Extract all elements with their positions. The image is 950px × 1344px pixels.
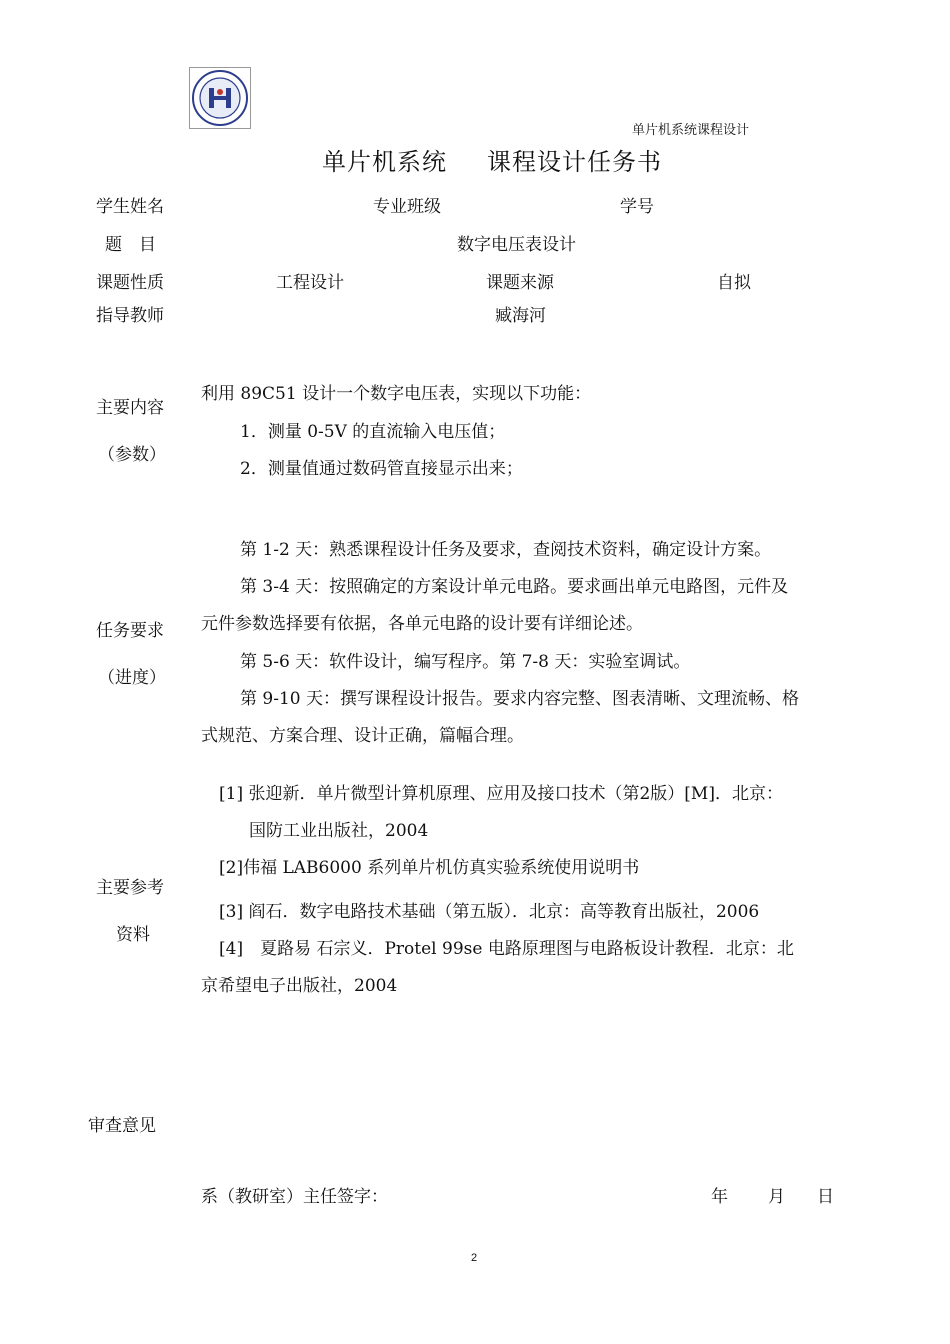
class-label: 专业班级 <box>373 197 441 217</box>
reference-line: [1] 张迎新．单片微型计算机原理、应用及接口技术（第2版）[M]．北京： <box>219 784 783 804</box>
title-part2: 课程设计任务书 <box>487 148 662 176</box>
references-label-2: 资料 <box>116 925 150 945</box>
task-line: 第 1-2 天：熟悉课程设计任务及要求，查阅技术资料，确定设计方案。 <box>240 540 772 560</box>
date-year: 年 <box>711 1187 728 1207</box>
source-label: 课题来源 <box>486 273 554 293</box>
main-content-label-2: （参数） <box>98 445 166 465</box>
tasks-label-2: （进度） <box>98 668 166 688</box>
topic-label: 题 目 <box>105 235 156 255</box>
nature-label: 课题性质 <box>96 273 164 293</box>
reference-line: [3] 阎石．数字电路技术基础（第五版）．北京：高等教育出版社，2006 <box>219 902 760 922</box>
topic-value: 数字电压表设计 <box>457 235 576 255</box>
task-line: 式规范、方案合理、设计正确，篇幅合理。 <box>201 726 524 746</box>
page-title <box>322 142 662 177</box>
main-content-item: 2．测量值通过数码管直接显示出来； <box>240 459 523 479</box>
university-logo <box>189 67 251 129</box>
nature-value: 工程设计 <box>276 273 344 293</box>
reference-line: [4] 夏路易 石宗义．Protel 99se 电路原理图与电路板设计教程．北京：北 <box>219 939 794 959</box>
main-content-intro: 利用 89C51 设计一个数字电压表，实现以下功能： <box>201 384 592 404</box>
signature-label: 系（教研室）主任签字： <box>201 1187 388 1207</box>
page-number: 2 <box>471 1252 478 1264</box>
date-month: 月 <box>768 1187 785 1207</box>
references-label-1: 主要参考 <box>96 878 164 898</box>
date-day: 日 <box>817 1187 834 1207</box>
running-header: 单片机系统课程设计 <box>632 123 750 138</box>
task-line: 第 9-10 天：撰写课程设计报告。要求内容完整、图表清晰、文理流畅、格 <box>240 689 799 709</box>
advisor-label: 指导教师 <box>96 306 164 326</box>
review-label: 审查意见 <box>88 1116 156 1136</box>
advisor-value: 臧海河 <box>495 306 546 326</box>
main-content-item: 1．测量 0-5V 的直流输入电压值； <box>240 422 506 442</box>
reference-line: 国防工业出版社，2004 <box>249 821 429 841</box>
tasks-label-1: 任务要求 <box>96 621 164 641</box>
source-value: 自拟 <box>717 273 751 293</box>
task-line: 第 5-6 天：软件设计，编写程序。第 7-8 天：实验室调试。 <box>240 652 691 672</box>
task-line: 第 3-4 天：按照确定的方案设计单元电路。要求画出单元电路图，元件及 <box>240 577 789 597</box>
title-part1: 单片机系统 <box>322 148 447 176</box>
task-line: 元件参数选择要有依据，各单元电路的设计要有详细论述。 <box>201 614 643 634</box>
reference-line: 京希望电子出版社，2004 <box>201 976 398 996</box>
student-id-label: 学号 <box>620 197 654 217</box>
student-name-label: 学生姓名 <box>96 197 164 217</box>
reference-line: [2]伟福 LAB6000 系列单片机仿真实验系统使用说明书 <box>219 858 640 878</box>
main-content-label-1: 主要内容 <box>96 398 164 418</box>
